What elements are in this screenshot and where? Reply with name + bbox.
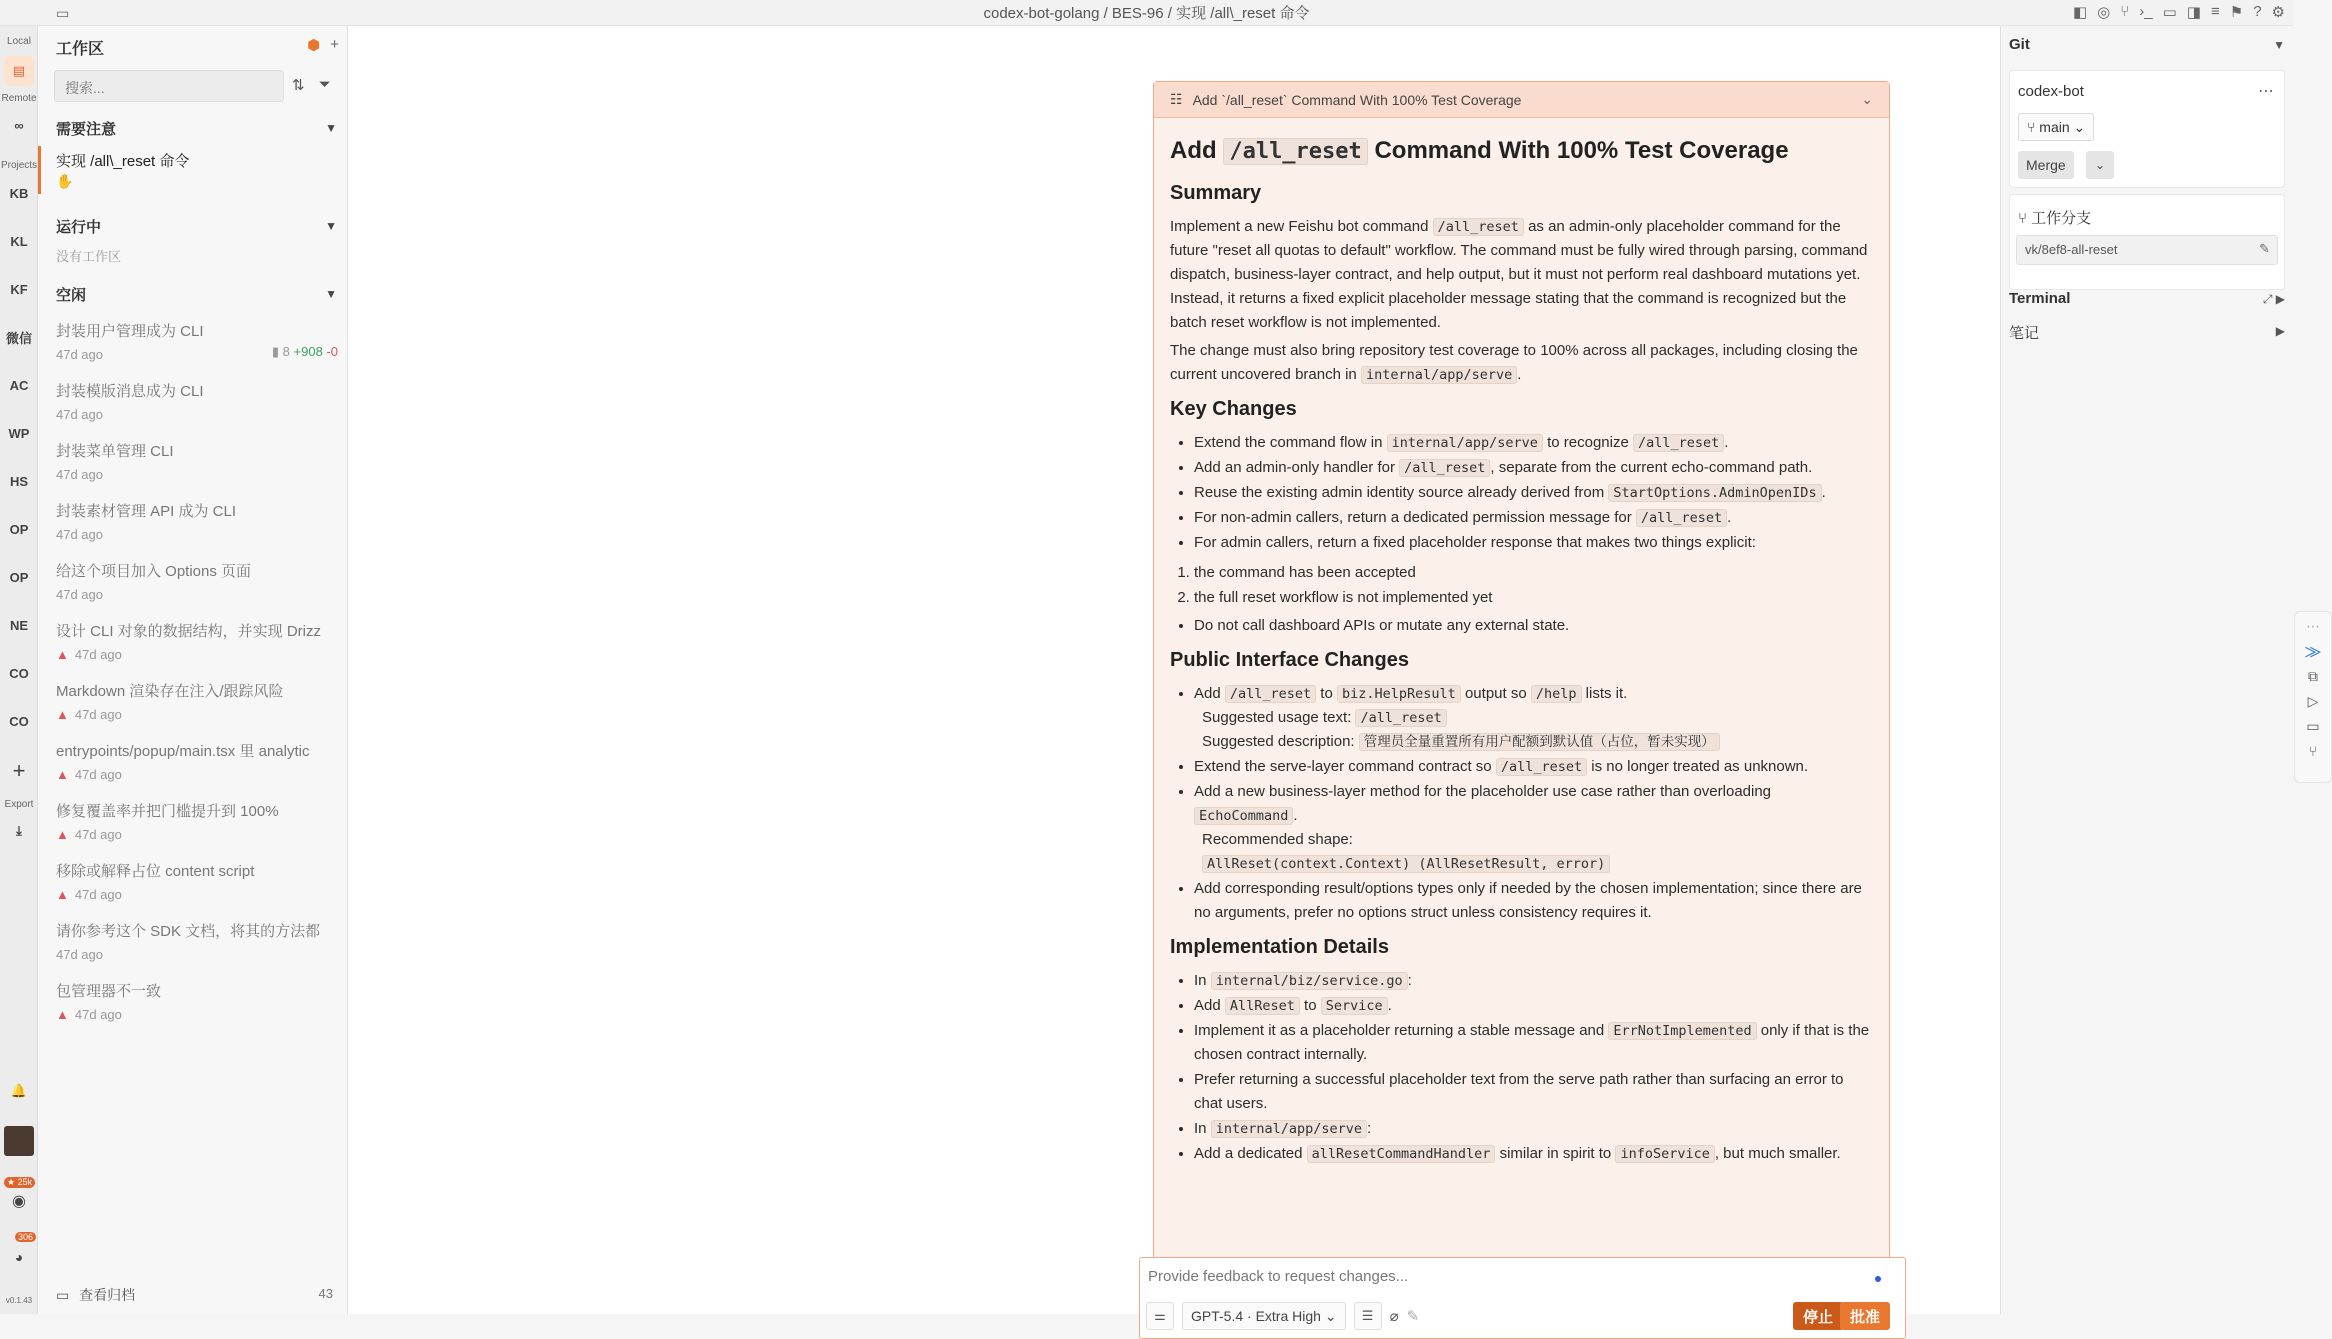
project-co-1[interactable]: CO <box>9 665 29 681</box>
idle-item[interactable] <box>56 560 346 616</box>
approve-button[interactable]: 批准 <box>1840 1302 1890 1330</box>
idle-item[interactable] <box>56 980 346 1036</box>
drag-handle-icon[interactable]: ⋯ <box>2306 618 2320 634</box>
merge-button[interactable]: Merge <box>2018 151 2074 179</box>
work-branch-field[interactable]: vk/8ef8-all-reset <box>2016 235 2278 265</box>
filter-icon[interactable]: ⏷ <box>318 76 331 93</box>
attention-item-title: 实现 /all\_reset 命令 <box>56 153 190 170</box>
chat-icon[interactable]: ◎ <box>2097 4 2111 21</box>
monitor-icon[interactable]: ▭ <box>2162 4 2177 21</box>
repo-card <box>2009 70 2285 188</box>
cube-icon[interactable]: ⬢ <box>307 37 321 54</box>
workspace-search-input[interactable]: 搜索... <box>54 70 284 102</box>
notes-section[interactable]: 笔记 <box>2009 325 2040 342</box>
idle-item-time: 47d ago <box>56 407 103 422</box>
workspace-title: 工作区 <box>56 41 105 58</box>
idle-item-title: 封装菜单管理 CLI <box>56 443 174 460</box>
local-label: Local <box>7 36 31 47</box>
floating-toolbar <box>2294 611 2332 783</box>
feedback-input[interactable]: Provide feedback to request changes... <box>1148 1268 1409 1285</box>
plan-title: Add /all_reset Command With 100% Test Coverage <box>1170 137 1789 164</box>
implementation-heading: Implementation Details <box>1170 936 1389 958</box>
key-changes-list <box>1170 431 1873 555</box>
warning-icon: ▲ <box>56 707 69 722</box>
archive-count: 43 <box>318 1286 333 1301</box>
plan-card <box>1153 81 1890 1261</box>
workspace-sidebar <box>38 26 348 1314</box>
merge-dropdown-icon[interactable]: ⌄ <box>2086 151 2114 179</box>
git-panel <box>2000 26 2293 1314</box>
feedback-box <box>1139 1257 1906 1339</box>
idle-item[interactable] <box>56 320 346 376</box>
project-hs[interactable]: HS <box>9 473 29 489</box>
list-item: • Add AllReset to Service . <box>1194 994 1873 1018</box>
archive-label: 查看归档 <box>79 1287 136 1303</box>
chevron-down-icon[interactable]: ⌄ <box>1861 91 1873 107</box>
project-kb[interactable]: KB <box>9 185 29 201</box>
list-icon: ☷ <box>1170 91 1183 107</box>
project-co-2[interactable]: CO <box>9 713 29 729</box>
model-selector[interactable]: GPT-5.4 · Extra High ⌄ <box>1182 1302 1346 1330</box>
warning-icon: ▲ <box>56 767 69 782</box>
idle-item-time: 47d ago <box>56 467 103 482</box>
idle-item[interactable] <box>56 860 346 916</box>
idle-item[interactable] <box>56 440 346 496</box>
settings-icon[interactable]: ⚙ <box>2271 4 2285 21</box>
terminal-icon[interactable]: ›_ <box>2139 3 2153 20</box>
idle-item[interactable] <box>56 500 346 556</box>
stop-button[interactable]: 停止 <box>1793 1302 1843 1330</box>
export-label: Export <box>4 799 34 810</box>
monitor-icon[interactable]: ▭ <box>2306 718 2320 734</box>
idle-item-time: 47d ago <box>74 707 122 722</box>
raised-hand-icon: ✋ <box>56 173 74 189</box>
project-wechat[interactable]: 微信 <box>5 330 32 346</box>
plan-header[interactable] <box>1154 82 1889 118</box>
idle-item-time: 47d ago <box>74 767 122 782</box>
idle-item-title: 请你参考这个 SDK 文档，将其的方法都 <box>56 923 321 940</box>
summary-paragraph-1: Implement a new Feishu bot command /all_reset as an admin-only placeholder command for the future "reset all quotas to default" workflow. The command must be fully wired through parsing, command dispatch, business-layer contract, and help output, but it must not perform real dashboard mutations yet. Instead, it returns a fixed explicit placeholder message stating that the command is recognized but the batch reset workflow is not implemented. <box>1170 218 1868 331</box>
projects-label: Projects <box>0 160 38 171</box>
summary-paragraph-2: The change must also bring repository test coverage to 100% across all packages, including closing the current uncovered branch in internal/app/serve . <box>1170 342 1858 383</box>
idle-item[interactable] <box>56 920 346 976</box>
project-wp[interactable]: WP <box>8 425 30 441</box>
title-bar-tools <box>2073 3 2285 21</box>
list-item: • Prefer returning a successful placeholder text from the serve path rather than surfacing an error to chat users. <box>1194 1068 1873 1116</box>
list-item: • Do not call dashboard APIs or mutate any external state. <box>1194 614 1873 638</box>
pull-request-icon[interactable]: ⑂ <box>2308 743 2318 759</box>
discord-badge: 306 <box>15 1232 36 1242</box>
key-changes-heading: Key Changes <box>1170 398 1297 420</box>
list-item: • Extend the serve-layer command contract so /all_reset is no longer treated as unknown. <box>1194 755 1873 779</box>
list-item: • Implement it as a placeholder returning a stable message and ErrNotImplemented only if that is the chosen contract internally. <box>1194 1019 1873 1067</box>
export-icon[interactable]: ⤓ <box>16 823 22 838</box>
list-item: 1. the command has been accepted <box>1194 561 1873 585</box>
idle-item-time: 47d ago <box>74 887 122 902</box>
idle-collapse-icon[interactable]: ▼ <box>325 287 337 301</box>
github-star-badge: ★ 25k <box>4 1177 35 1188</box>
list-item: • Add corresponding result/options types only if needed by the chosen implementation; since there are no arguments, prefer no options struct unless consistency requires it. <box>1194 877 1873 925</box>
work-branch-card <box>2009 194 2285 290</box>
project-kf[interactable]: KF <box>10 281 28 297</box>
idle-item[interactable] <box>56 380 346 436</box>
list-item: • Reuse the existing admin identity source already derived from StartOptions.AdminOpenIDs . <box>1194 481 1873 505</box>
attention-item[interactable] <box>38 146 347 194</box>
idle-item-time: 47d ago <box>74 1007 122 1022</box>
idle-item[interactable] <box>56 740 346 796</box>
project-kl[interactable]: KL <box>10 233 28 249</box>
idle-item-title: 封装素材管理 API 成为 CLI <box>56 503 237 520</box>
layout-left-icon[interactable]: ◧ <box>2072 4 2088 21</box>
idle-item[interactable] <box>56 680 346 736</box>
idle-item-time: 47d ago <box>74 827 122 842</box>
list-item: • In internal/app/serve : <box>1194 1117 1873 1141</box>
file-icon: ▮ <box>271 344 280 359</box>
key-changes-list-2 <box>1170 614 1873 638</box>
project-op-2[interactable]: OP <box>9 569 29 585</box>
help-icon[interactable]: ? <box>2253 3 2262 20</box>
idle-item-title: Markdown 渲染存在注入/跟踪风险 <box>56 683 284 700</box>
idle-item-title: 给这个项目加入 Options 页面 <box>56 563 252 580</box>
public-interface-heading: Public Interface Changes <box>1170 649 1409 671</box>
plan-header-title: Add `/all_reset` Command With 100% Test Coverage <box>1192 91 1522 108</box>
running-section-title: 运行中 <box>56 219 102 236</box>
discord-icon[interactable]: ◕ <box>14 1249 24 1265</box>
git-branch-icon[interactable]: ⑂ <box>2120 3 2130 20</box>
sort-icon[interactable]: ⇅ <box>292 77 305 94</box>
add-workspace-icon[interactable]: + <box>330 36 339 53</box>
warning-icon: ▲ <box>56 827 69 842</box>
project-op-1[interactable]: OP <box>9 521 29 537</box>
more-icon[interactable]: ⋯ <box>2258 83 2274 100</box>
idle-item-title: 移除或解释占位 content script <box>56 863 255 880</box>
list-item: • For non-admin callers, return a dedicated permission message for /all_reset . <box>1194 506 1873 530</box>
placeholder-conditions-list <box>1170 561 1873 610</box>
list-view-icon[interactable]: ☰ <box>1354 1302 1382 1330</box>
attention-section-title: 需要注意 <box>56 121 117 138</box>
copy-icon[interactable]: ⧉ <box>2308 668 2318 684</box>
list-item: 2. the full reset workflow is not implemented yet <box>1194 586 1873 610</box>
list-item: • Add a new business-layer method for the placeholder use case rather than overloading EchoCommand . Recommended shape: AllReset(context.Context) (AllResetResult, error) <box>1194 780 1873 876</box>
idle-item-time: 47d ago <box>56 947 103 962</box>
implementation-list <box>1170 969 1873 1166</box>
archive-icon: ▭ <box>56 1287 70 1303</box>
list-item: • Extend the command flow in internal/app/serve to recognize /all_reset . <box>1194 431 1873 455</box>
attach-icon[interactable]: ⌀ <box>1389 1308 1399 1325</box>
vscode-icon[interactable]: ⨠ <box>2304 643 2322 659</box>
remote-label: Remote <box>1 93 37 104</box>
list-item: • For admin callers, return a fixed placeholder response that makes two things explicit: <box>1194 531 1873 555</box>
flag-icon[interactable]: ⚑ <box>2229 4 2244 21</box>
warning-icon: ▲ <box>56 887 69 902</box>
title-bar <box>0 0 2293 26</box>
version-label: v0.1.43 <box>5 1296 33 1305</box>
branch-selector[interactable]: ⑂ main ⌄ <box>2018 113 2094 141</box>
link-icon[interactable]: ∞ <box>14 117 24 133</box>
public-interface-list <box>1170 682 1873 925</box>
idle-item-title: 修复覆盖率并把门槛提升到 100% <box>56 803 279 820</box>
summary-heading: Summary <box>1170 182 1262 204</box>
github-icon[interactable]: ◉ <box>12 1193 26 1210</box>
project-ac[interactable]: AC <box>9 377 29 393</box>
terminal-section[interactable]: Terminal <box>2009 290 2071 307</box>
notes-expand-icon[interactable]: ▶ <box>2275 324 2285 338</box>
bell-icon[interactable]: 🔔 <box>10 1083 28 1098</box>
status-dot <box>1875 1276 1881 1282</box>
attention-collapse-icon[interactable]: ▼ <box>325 121 337 135</box>
idle-item-title: 封装用户管理成为 CLI <box>56 323 204 340</box>
add-project-button[interactable]: + <box>12 758 26 783</box>
idle-item-time: 47d ago <box>56 347 103 362</box>
sidebar-toggle-icon[interactable]: ▭ <box>56 5 70 21</box>
terminal-expand-icon[interactable]: ⤢ ▶ <box>2262 292 2285 306</box>
running-collapse-icon[interactable]: ▼ <box>325 219 337 233</box>
idle-item-time: 47d ago <box>56 527 103 542</box>
warning-icon: ▲ <box>56 647 69 662</box>
git-collapse-icon[interactable]: ▼ <box>2273 38 2285 52</box>
list-item: • Add an admin-only handler for /all_reset , separate from the current echo-command path. <box>1194 456 1873 480</box>
idle-item-title: 设计 CLI 对象的数据结构，并实现 Drizz <box>56 623 322 640</box>
idle-item-time: 47d ago <box>74 647 122 662</box>
idle-item[interactable] <box>56 800 346 856</box>
play-icon[interactable]: ▷ <box>2307 693 2319 709</box>
idle-item[interactable] <box>56 620 346 676</box>
avatar[interactable] <box>4 1126 34 1156</box>
diff-files: 8 <box>282 344 290 359</box>
project-rail <box>0 26 38 1314</box>
project-ne[interactable]: NE <box>9 617 29 633</box>
repo-name: codex-bot <box>2018 83 2084 100</box>
plan-body <box>1154 118 1889 1166</box>
layout-right-icon[interactable]: ◨ <box>2186 4 2201 21</box>
edit-icon[interactable]: ✎ <box>2259 241 2270 256</box>
archive-link[interactable] <box>56 1285 135 1305</box>
pen-icon[interactable]: ✎ <box>1406 1308 1420 1325</box>
warning-icon: ▲ <box>56 1007 69 1022</box>
menu-icon[interactable]: ≡ <box>2210 3 2220 20</box>
diff-stats <box>272 344 338 360</box>
idle-item-title: 封装模版消息成为 CLI <box>56 383 204 400</box>
window-title: codex-bot-golang / BES-96 / 实现 /all\_reset 命令 <box>983 5 1310 22</box>
diff-minus: -0 <box>326 344 338 359</box>
idle-item-title: entrypoints/popup/main.tsx 里 analytic <box>56 743 310 760</box>
local-workspace-icon[interactable]: ▤ <box>4 56 34 86</box>
running-empty-note: 没有工作区 <box>56 249 122 264</box>
diff-plus: +908 <box>293 344 323 359</box>
git-title: Git <box>2009 36 2030 53</box>
list-item: • Add /all_reset to biz.HelpResult output so /help lists it. Suggested usage text: /all_reset Suggested description: 管理员全量重置所有用户配额到默认值（占位，暂未实现） <box>1194 682 1873 754</box>
sliders-icon[interactable]: ⚌ <box>1146 1302 1174 1330</box>
idle-item-title: 包管理器不一致 <box>56 983 162 1000</box>
idle-item-time: 47d ago <box>56 587 103 602</box>
work-branch-label: ⑂ 工作分支 <box>2018 210 2092 227</box>
idle-section-title: 空闲 <box>56 287 87 304</box>
list-item: • Add a dedicated allResetCommandHandler similar in spirit to infoService , but much smaller. <box>1194 1142 1873 1166</box>
list-item: • In internal/biz/service.go : <box>1194 969 1873 993</box>
